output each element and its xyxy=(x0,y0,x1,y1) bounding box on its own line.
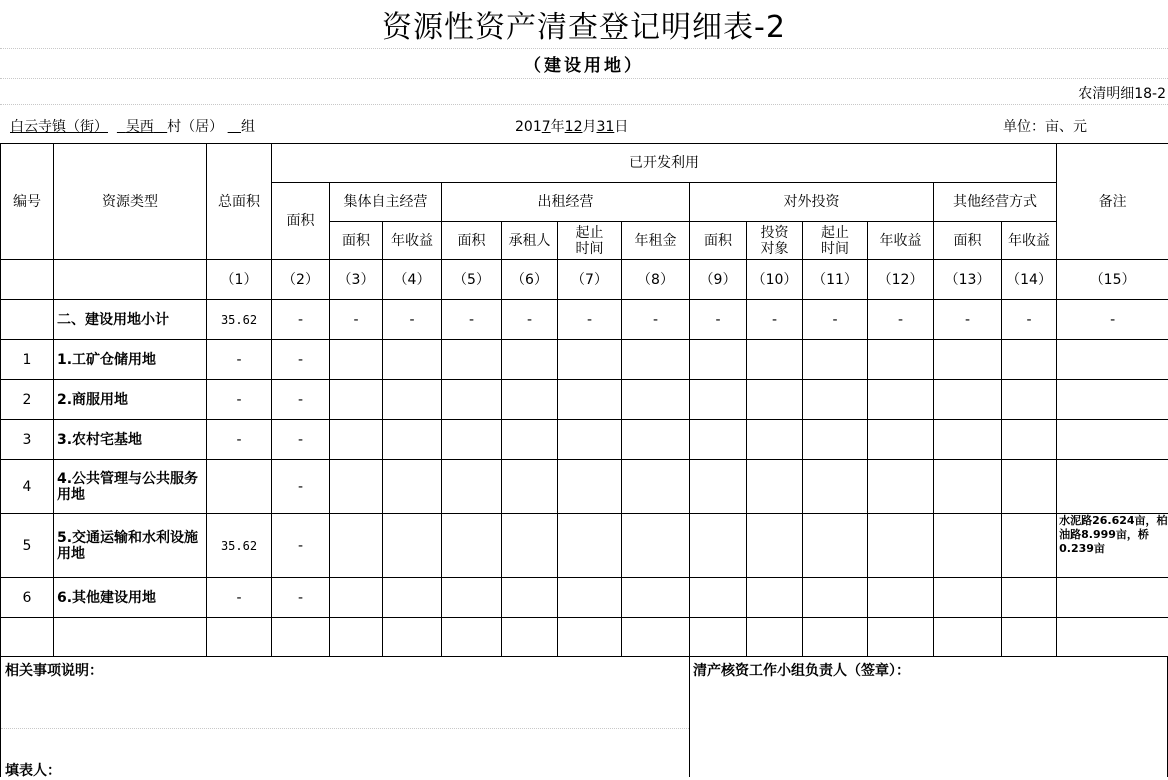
subtotal-dash: - xyxy=(622,300,690,340)
cell xyxy=(558,460,622,514)
group-label: 组 xyxy=(241,119,255,135)
cell xyxy=(1002,460,1057,514)
cell xyxy=(1002,380,1057,420)
header-inv-income: 年收益 xyxy=(868,222,934,260)
col-num: （1） xyxy=(207,260,272,300)
header-type: 资源类型 xyxy=(54,144,207,260)
row-type: 5.交通运输和水利设施用地 xyxy=(54,514,207,578)
cell xyxy=(747,460,803,514)
cell xyxy=(803,420,868,460)
header-developed: 已开发利用 xyxy=(272,144,1057,183)
cell xyxy=(383,460,442,514)
subtotal-dash: - xyxy=(558,300,622,340)
cell xyxy=(558,578,622,618)
cell xyxy=(803,578,868,618)
cell xyxy=(690,420,747,460)
cell xyxy=(558,514,622,578)
col-num: （10） xyxy=(747,260,803,300)
cell xyxy=(383,340,442,380)
cell xyxy=(1002,340,1057,380)
cell xyxy=(502,340,558,380)
cell xyxy=(1,300,54,340)
cell xyxy=(868,340,934,380)
row-area: - xyxy=(272,460,330,514)
row-number: 4 xyxy=(1,460,54,514)
cell xyxy=(330,380,383,420)
cell xyxy=(934,578,1002,618)
cell xyxy=(442,340,502,380)
leader-signature-label: 清产核资工作小组负责人（签章）： xyxy=(693,660,910,680)
cell xyxy=(330,420,383,460)
cell xyxy=(747,380,803,420)
header-self-income: 年收益 xyxy=(383,222,442,260)
table-row xyxy=(1,578,1168,618)
table-row xyxy=(1,340,1168,380)
cell xyxy=(934,460,1002,514)
cell xyxy=(690,618,747,657)
notes-label: 相关事项说明： xyxy=(5,660,103,680)
cell xyxy=(1002,618,1057,657)
cell xyxy=(622,514,690,578)
filler-label: 填表人： xyxy=(5,760,61,780)
unit-label: 单位：亩、元 xyxy=(1003,116,1087,136)
subtotal-row xyxy=(1,300,1168,340)
subtotal-dash: - xyxy=(272,300,330,340)
cell xyxy=(502,460,558,514)
row-number: 6 xyxy=(1,578,54,618)
form-number: 农清明细18-2 xyxy=(1078,83,1166,103)
table-row xyxy=(1,380,1168,420)
cell xyxy=(1002,578,1057,618)
row-area: - xyxy=(272,340,330,380)
cell xyxy=(442,460,502,514)
cell xyxy=(747,618,803,657)
header-total-area: 总面积 xyxy=(207,144,272,260)
cell xyxy=(1,260,54,300)
cell xyxy=(502,420,558,460)
header-self-operate: 集体自主经营 xyxy=(330,183,442,222)
row-area: - xyxy=(272,514,330,578)
cell xyxy=(868,460,934,514)
cell xyxy=(330,514,383,578)
col-num: （2） xyxy=(272,260,330,300)
cell xyxy=(690,460,747,514)
col-num: （4） xyxy=(383,260,442,300)
header-inv-area: 面积 xyxy=(690,222,747,260)
cell xyxy=(747,514,803,578)
row-remark xyxy=(1057,340,1168,380)
cell xyxy=(622,420,690,460)
header-rent: 年租金 xyxy=(622,222,690,260)
header-oth-area: 面积 xyxy=(934,222,1002,260)
cell xyxy=(803,514,868,578)
subtotal-dash: - xyxy=(803,300,868,340)
col-num: （9） xyxy=(690,260,747,300)
cell xyxy=(502,514,558,578)
cell xyxy=(502,380,558,420)
cell xyxy=(442,514,502,578)
col-num: （12） xyxy=(868,260,934,300)
header-lease-area: 面积 xyxy=(442,222,502,260)
village-label: 村（居） xyxy=(167,119,223,135)
cell xyxy=(803,340,868,380)
cell xyxy=(803,380,868,420)
header-no: 编号 xyxy=(1,144,54,260)
row-type: 6.其他建设用地 xyxy=(54,578,207,618)
asset-table xyxy=(0,143,1168,657)
cell xyxy=(330,618,383,657)
row-type: 1.工矿仓储用地 xyxy=(54,340,207,380)
village-name: 吴西 xyxy=(117,119,167,135)
cell xyxy=(383,420,442,460)
subtotal-dash: - xyxy=(747,300,803,340)
row-number: 1 xyxy=(1,340,54,380)
row-type: 2.商服用地 xyxy=(54,380,207,420)
header-area: 面积 xyxy=(272,183,330,260)
row-area: - xyxy=(272,380,330,420)
cell xyxy=(868,420,934,460)
subtotal-dash: - xyxy=(502,300,558,340)
subtotal-dash: - xyxy=(330,300,383,340)
row-remark xyxy=(1057,578,1168,618)
col-num: （6） xyxy=(502,260,558,300)
cell xyxy=(622,618,690,657)
row-remark xyxy=(1057,380,1168,420)
table-row xyxy=(1,514,1168,578)
cell xyxy=(442,420,502,460)
header-lessee: 承租人 xyxy=(502,222,558,260)
cell xyxy=(622,578,690,618)
row-remark xyxy=(1057,460,1168,514)
row-total xyxy=(207,460,272,514)
cell xyxy=(747,578,803,618)
cell xyxy=(442,618,502,657)
col-num: （7） xyxy=(558,260,622,300)
header-self-area: 面积 xyxy=(330,222,383,260)
footer-section xyxy=(0,656,1168,777)
subtotal-dash: - xyxy=(934,300,1002,340)
cell xyxy=(803,618,868,657)
row-total: - xyxy=(207,420,272,460)
row-remark: 水泥路26.624亩，柏油路8.999亩，桥0.239亩 xyxy=(1057,514,1168,578)
cell xyxy=(330,340,383,380)
row-number: 2 xyxy=(1,380,54,420)
report-date: 2017年12月31日 xyxy=(515,116,628,136)
cell xyxy=(442,578,502,618)
page-title: 资源性资产清查登记明细表-2 xyxy=(0,0,1168,48)
subtotal-total: 35.62 xyxy=(207,300,272,340)
cell xyxy=(442,380,502,420)
cell xyxy=(868,514,934,578)
table-row xyxy=(1,420,1168,460)
cell xyxy=(383,380,442,420)
blank-row xyxy=(1,618,1168,657)
cell xyxy=(558,420,622,460)
cell xyxy=(622,340,690,380)
row-area: - xyxy=(272,578,330,618)
cell xyxy=(934,618,1002,657)
row-number: 5 xyxy=(1,514,54,578)
cell xyxy=(383,618,442,657)
subtotal-dash: - xyxy=(1002,300,1057,340)
col-num: （5） xyxy=(442,260,502,300)
cell xyxy=(803,460,868,514)
col-num: （3） xyxy=(330,260,383,300)
cell xyxy=(747,340,803,380)
cell xyxy=(502,618,558,657)
cell xyxy=(54,260,207,300)
cell xyxy=(54,618,207,657)
cell xyxy=(934,340,1002,380)
cell xyxy=(558,340,622,380)
row-number: 3 xyxy=(1,420,54,460)
table-row xyxy=(1,460,1168,514)
cell xyxy=(502,578,558,618)
header-oth-income: 年收益 xyxy=(1002,222,1057,260)
cell xyxy=(330,460,383,514)
cell xyxy=(1,618,54,657)
subtotal-dash: - xyxy=(383,300,442,340)
col-num: （14） xyxy=(1002,260,1057,300)
subtotal-dash: - xyxy=(1057,300,1168,340)
row-total: 35.62 xyxy=(207,514,272,578)
subtotal-dash: - xyxy=(868,300,934,340)
subtotal-label: 二、建设用地小计 xyxy=(54,300,207,340)
row-total: - xyxy=(207,578,272,618)
page-subtitle: （建设用地） xyxy=(0,49,1168,77)
cell xyxy=(558,618,622,657)
row-area: - xyxy=(272,420,330,460)
header-inv-period: 起止 时间 xyxy=(803,222,868,260)
row-type: 3.农村宅基地 xyxy=(54,420,207,460)
cell xyxy=(383,514,442,578)
location-info xyxy=(10,116,255,136)
header-lease-period: 起止 时间 xyxy=(558,222,622,260)
cell xyxy=(690,340,747,380)
group-blank xyxy=(228,119,241,135)
cell xyxy=(868,618,934,657)
row-remark xyxy=(1057,420,1168,460)
cell xyxy=(330,578,383,618)
cell xyxy=(690,380,747,420)
row-type: 4.公共管理与公共服务用地 xyxy=(54,460,207,514)
cell xyxy=(622,460,690,514)
row-total: - xyxy=(207,380,272,420)
cell xyxy=(272,618,330,657)
cell xyxy=(868,380,934,420)
row-total: - xyxy=(207,340,272,380)
header-remark: 备注 xyxy=(1057,144,1168,260)
col-num: （13） xyxy=(934,260,1002,300)
cell xyxy=(868,578,934,618)
header-inv-target: 投资 对象 xyxy=(747,222,803,260)
town-name: 白云寺镇（街） xyxy=(10,119,108,135)
header-invest: 对外投资 xyxy=(690,183,934,222)
cell xyxy=(383,578,442,618)
cell xyxy=(690,578,747,618)
header-lease: 出租经营 xyxy=(442,183,690,222)
cell xyxy=(207,618,272,657)
cell xyxy=(934,380,1002,420)
column-number-row xyxy=(1,260,1168,300)
cell xyxy=(558,380,622,420)
cell xyxy=(934,514,1002,578)
cell xyxy=(934,420,1002,460)
col-num: （8） xyxy=(622,260,690,300)
cell xyxy=(1002,514,1057,578)
cell xyxy=(747,420,803,460)
cell xyxy=(1057,618,1168,657)
col-num: （15） xyxy=(1057,260,1168,300)
subtotal-dash: - xyxy=(690,300,747,340)
subtotal-dash: - xyxy=(442,300,502,340)
header-other: 其他经营方式 xyxy=(934,183,1057,222)
col-num: （11） xyxy=(803,260,868,300)
cell xyxy=(622,380,690,420)
cell xyxy=(690,514,747,578)
cell xyxy=(1002,420,1057,460)
